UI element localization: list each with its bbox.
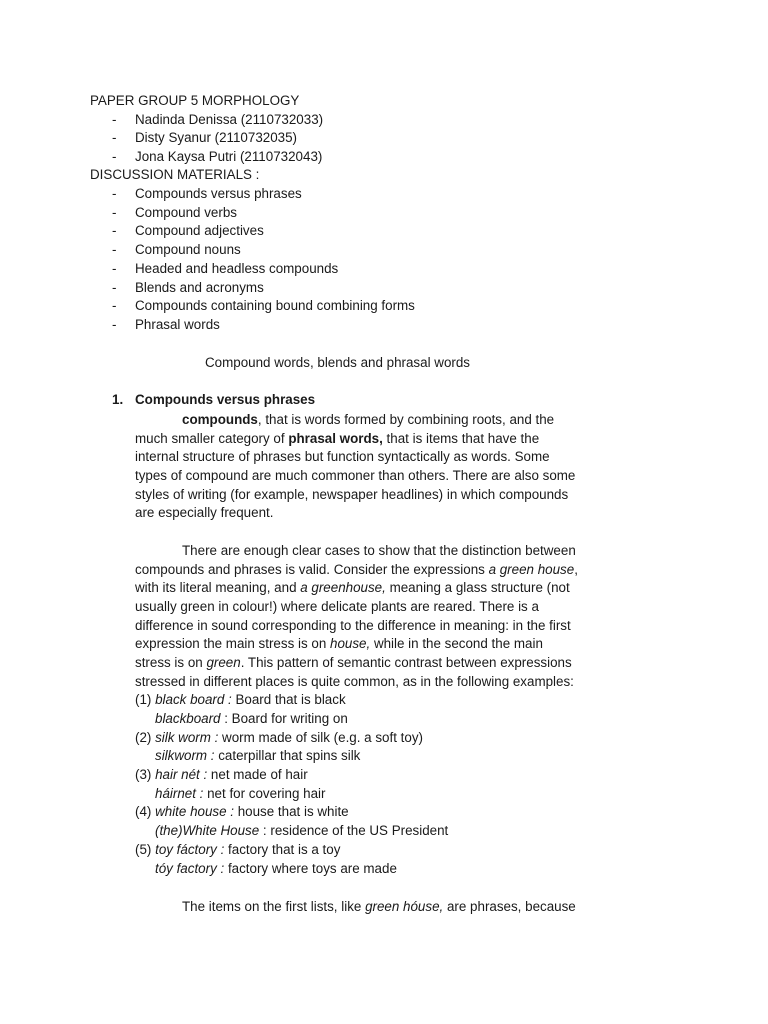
italic-term: a green house (488, 562, 575, 577)
text-line (135, 654, 572, 673)
example-compound-line (155, 822, 448, 841)
text-run: , (574, 562, 578, 577)
document-title: Compound words, blends and phrasal words (205, 355, 470, 370)
example-number: (5) (135, 842, 156, 857)
text-line: are especially frequent. (135, 505, 274, 520)
text-line (135, 430, 539, 449)
example-phrase: hair nét : (155, 767, 208, 782)
text-run: compounds and phrases is valid. Consider the expressions (135, 562, 489, 577)
example-phrase: black board : (155, 692, 232, 707)
text-line: types of compound are much commoner than others. There are also some (135, 468, 576, 483)
example-definition: net for covering hair (203, 786, 326, 801)
paragraph-3 (182, 898, 576, 917)
text-run: much smaller category of (135, 431, 289, 446)
example-definition: worm made of silk (e.g. a soft toy) (218, 730, 423, 745)
italic-term: green (206, 655, 241, 670)
bullet-dash: - (112, 112, 117, 127)
example-definition: Board that is black (231, 692, 346, 707)
bullet-dash: - (112, 242, 117, 257)
example-definition: house that is white (234, 804, 349, 819)
text-line (135, 579, 570, 598)
text-line (182, 411, 554, 430)
material-item: Compound adjectives (135, 223, 264, 238)
material-item: Compound nouns (135, 242, 241, 257)
bullet-dash: - (112, 280, 117, 295)
example-definition: caterpillar that spins silk (214, 748, 361, 763)
text-run: with its literal meaning, and (135, 580, 301, 595)
text-line (135, 561, 578, 580)
example-phrase: silk worm : (155, 730, 219, 745)
text-line: There are enough clear cases to show that the distinction between (182, 543, 576, 558)
section-number: 1. (112, 392, 124, 407)
bullet-dash: - (112, 186, 117, 201)
example-number: (3) (135, 767, 156, 782)
bold-term: compounds (182, 412, 258, 427)
text-run: are phrases, because (443, 899, 576, 914)
material-item: Blends and acronyms (135, 280, 264, 295)
bullet-dash: - (112, 261, 117, 276)
text-line: stressed in different places is quite common, as in the following examples: (135, 674, 574, 689)
example-phrase-line (135, 803, 349, 822)
text-line: internal structure of phrases but function syntactically as words. Some (135, 449, 550, 464)
example-compound-line (155, 710, 348, 729)
material-item: Compounds versus phrases (135, 186, 302, 201)
text-run: . This pattern of semantic contrast between expressions (240, 655, 572, 670)
material-item: Compound verbs (135, 205, 237, 220)
example-compound: (the)White House (155, 823, 260, 838)
example-phrase: white house : (155, 804, 234, 819)
example-compound-line (155, 860, 397, 879)
bullet-dash: - (112, 149, 117, 164)
example-definition: : residence of the US President (259, 823, 449, 838)
example-definition: factory where toys are made (224, 861, 397, 876)
example-compound-line (155, 785, 325, 804)
example-phrase-line (135, 729, 423, 748)
section-heading: Compounds versus phrases (135, 392, 316, 407)
bullet-dash: - (112, 223, 117, 238)
text-line: difference in sound corresponding to the difference in meaning: in the first (135, 618, 571, 633)
text-run: The items on the first lists, like (182, 899, 366, 914)
material-item: Headed and headless compounds (135, 261, 339, 276)
bullet-dash: - (112, 317, 117, 332)
text-run: meaning a glass structure (not (385, 580, 570, 595)
bold-term: phrasal words, (288, 431, 383, 446)
example-definition: net made of hair (207, 767, 308, 782)
example-compound: silkworm : (155, 748, 215, 763)
bullet-dash: - (112, 205, 117, 220)
example-number: (4) (135, 804, 156, 819)
author-name: Nadinda Denissa (2110732033) (135, 112, 324, 127)
italic-term: a greenhouse, (300, 580, 386, 595)
text-run: expression the main stress is on (135, 636, 330, 651)
example-phrase-line (135, 766, 308, 785)
text-run: , that is words formed by combining roots, and the (257, 412, 555, 427)
paper-title: PAPER GROUP 5 MORPHOLOGY (90, 93, 300, 108)
italic-term: green hóuse, (365, 899, 444, 914)
text-run: stress is on (135, 655, 207, 670)
text-line (135, 635, 543, 654)
example-phrase: toy fáctory : (155, 842, 225, 857)
bullet-dash: - (112, 298, 117, 313)
example-phrase-line (135, 691, 346, 710)
author-name: Jona Kaysa Putri (2110732043) (135, 149, 323, 164)
example-compound: blackboard (155, 711, 221, 726)
author-name: Disty Syanur (2110732035) (135, 130, 298, 145)
material-item: Compounds containing bound combining forms (135, 298, 415, 313)
material-item: Phrasal words (135, 317, 220, 332)
text-line: usually green in colour!) where delicate plants are reared. There is a (135, 599, 539, 614)
text-run: that is items that have the (382, 431, 540, 446)
text-line: styles of writing (for example, newspaper headlines) in which compounds (135, 487, 569, 502)
example-phrase-line (135, 841, 340, 860)
example-compound: tóy factory : (155, 861, 225, 876)
example-number: (2) (135, 730, 156, 745)
example-definition: factory that is a toy (224, 842, 341, 857)
materials-title: DISCUSSION MATERIALS : (90, 167, 260, 182)
example-number: (1) (135, 692, 156, 707)
example-compound: háirnet : (155, 786, 204, 801)
example-compound-line (155, 747, 360, 766)
text-run: while in the second the main (370, 636, 543, 651)
bullet-dash: - (112, 130, 117, 145)
italic-term: house, (330, 636, 371, 651)
example-definition: : Board for writing on (220, 711, 348, 726)
